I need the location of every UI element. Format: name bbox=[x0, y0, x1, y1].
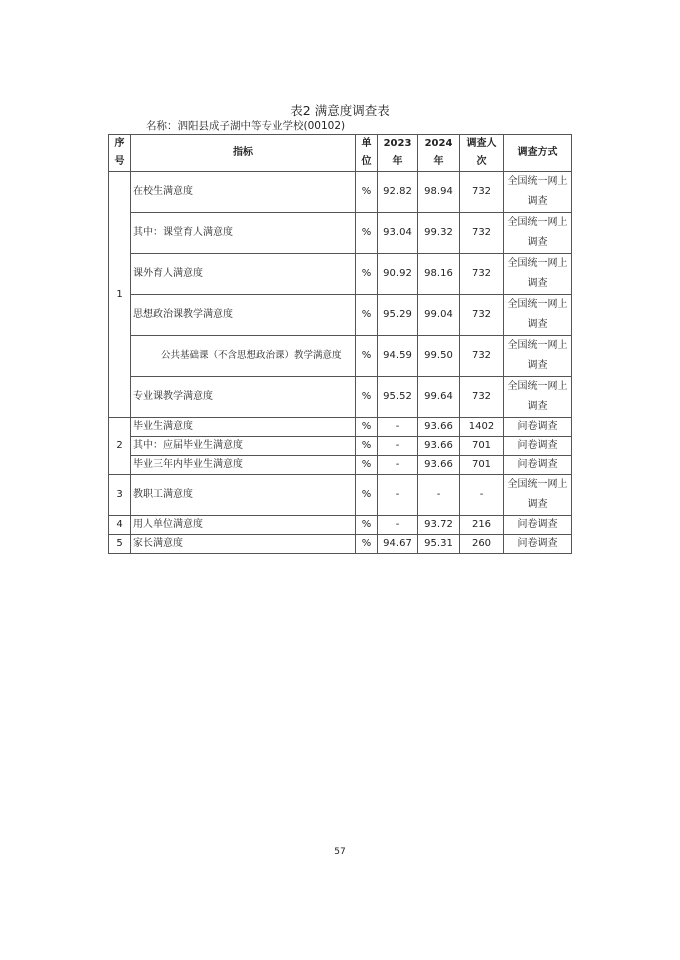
survey-count: 732 bbox=[460, 254, 504, 295]
value-2023: - bbox=[378, 516, 418, 535]
value-2023: 92.82 bbox=[378, 172, 418, 213]
value-2024: 98.94 bbox=[418, 172, 460, 213]
value-2024: 93.72 bbox=[418, 516, 460, 535]
survey-method: 全国统一网上调查 bbox=[504, 377, 572, 418]
table-row bbox=[109, 516, 572, 535]
value-2023: 90.92 bbox=[378, 254, 418, 295]
survey-count: 732 bbox=[460, 213, 504, 254]
unit-cell: % bbox=[356, 336, 378, 377]
survey-method: 问卷调查 bbox=[504, 456, 572, 475]
value-2024: 99.32 bbox=[418, 213, 460, 254]
unit-cell: % bbox=[356, 456, 378, 475]
header-cell: 单位 bbox=[356, 135, 378, 172]
survey-count: - bbox=[460, 475, 504, 516]
table-title: 表2 满意度调查表 bbox=[290, 103, 390, 118]
value-2023: - bbox=[378, 475, 418, 516]
indicator-cell: 教职工满意度 bbox=[131, 475, 356, 516]
indicator-cell: 思想政治课教学满意度 bbox=[131, 295, 356, 336]
unit-cell: % bbox=[356, 377, 378, 418]
indicator-cell: 用人单位满意度 bbox=[131, 516, 356, 535]
unit-cell: % bbox=[356, 535, 378, 554]
table-row bbox=[109, 377, 572, 418]
indicator-cell: 其中：应届毕业生满意度 bbox=[131, 437, 356, 456]
table-row bbox=[109, 418, 572, 437]
page-number: 57 bbox=[334, 847, 346, 857]
value-2024: - bbox=[418, 475, 460, 516]
unit-cell: % bbox=[356, 172, 378, 213]
table-row bbox=[109, 254, 572, 295]
unit-cell: % bbox=[356, 437, 378, 456]
value-2023: 93.04 bbox=[378, 213, 418, 254]
indicator-cell: 毕业生满意度 bbox=[131, 418, 356, 437]
table-row bbox=[109, 456, 572, 475]
indicator-cell: 在校生满意度 bbox=[131, 172, 356, 213]
value-2024: 93.66 bbox=[418, 456, 460, 475]
survey-count: 732 bbox=[460, 377, 504, 418]
survey-count: 1402 bbox=[460, 418, 504, 437]
indicator-cell: 公共基础课（不含思想政治课）教学满意度 bbox=[131, 336, 356, 377]
value-2023: - bbox=[378, 437, 418, 456]
table-row bbox=[109, 295, 572, 336]
indicator-cell: 专业课教学满意度 bbox=[131, 377, 356, 418]
value-2024: 93.66 bbox=[418, 437, 460, 456]
row-number: 2 bbox=[109, 418, 131, 475]
value-2024: 99.50 bbox=[418, 336, 460, 377]
header-cell: 调查方式 bbox=[504, 135, 572, 172]
survey-method: 全国统一网上调查 bbox=[504, 213, 572, 254]
header-cell: 2024年 bbox=[418, 135, 460, 172]
survey-method: 问卷调查 bbox=[504, 418, 572, 437]
survey-method: 全国统一网上调查 bbox=[504, 336, 572, 377]
unit-cell: % bbox=[356, 475, 378, 516]
value-2023: 95.29 bbox=[378, 295, 418, 336]
row-number: 3 bbox=[109, 475, 131, 516]
row-number: 5 bbox=[109, 535, 131, 554]
table-row bbox=[109, 535, 572, 554]
indicator-cell: 其中：课堂育人满意度 bbox=[131, 213, 356, 254]
survey-method: 全国统一网上调查 bbox=[504, 172, 572, 213]
unit-cell: % bbox=[356, 254, 378, 295]
survey-count: 732 bbox=[460, 336, 504, 377]
value-2023: - bbox=[378, 456, 418, 475]
table-row bbox=[109, 213, 572, 254]
value-2024: 98.16 bbox=[418, 254, 460, 295]
header-cell: 2023年 bbox=[378, 135, 418, 172]
unit-cell: % bbox=[356, 418, 378, 437]
table-row bbox=[109, 437, 572, 456]
table-row bbox=[109, 336, 572, 377]
value-2023: 94.67 bbox=[378, 535, 418, 554]
header-cell: 序号 bbox=[109, 135, 131, 172]
indicator-cell: 毕业三年内毕业生满意度 bbox=[131, 456, 356, 475]
survey-count: 732 bbox=[460, 295, 504, 336]
value-2024: 95.31 bbox=[418, 535, 460, 554]
value-2023: 95.52 bbox=[378, 377, 418, 418]
value-2023: - bbox=[378, 418, 418, 437]
survey-count: 732 bbox=[460, 172, 504, 213]
value-2024: 99.04 bbox=[418, 295, 460, 336]
value-2023: 94.59 bbox=[378, 336, 418, 377]
indicator-cell: 家长满意度 bbox=[131, 535, 356, 554]
header-cell: 调查人次 bbox=[460, 135, 504, 172]
survey-method: 全国统一网上调查 bbox=[504, 254, 572, 295]
unit-cell: % bbox=[356, 295, 378, 336]
survey-method: 问卷调查 bbox=[504, 437, 572, 456]
survey-method: 问卷调查 bbox=[504, 535, 572, 554]
indicator-cell: 课外育人满意度 bbox=[131, 254, 356, 295]
survey-method: 问卷调查 bbox=[504, 516, 572, 535]
survey-method: 全国统一网上调查 bbox=[504, 475, 572, 516]
survey-count: 216 bbox=[460, 516, 504, 535]
table-header-row bbox=[109, 135, 572, 172]
satisfaction-survey-table bbox=[108, 134, 572, 554]
survey-method: 全国统一网上调查 bbox=[504, 295, 572, 336]
header-cell: 指标 bbox=[131, 135, 356, 172]
row-number: 1 bbox=[109, 172, 131, 418]
survey-count: 701 bbox=[460, 437, 504, 456]
table-row bbox=[109, 172, 572, 213]
unit-cell: % bbox=[356, 213, 378, 254]
table-row bbox=[109, 475, 572, 516]
row-number: 4 bbox=[109, 516, 131, 535]
value-2024: 99.64 bbox=[418, 377, 460, 418]
unit-cell: % bbox=[356, 516, 378, 535]
survey-count: 701 bbox=[460, 456, 504, 475]
school-name: 名称：泗阳县成子湖中等专业学校(00102) bbox=[146, 120, 346, 132]
survey-count: 260 bbox=[460, 535, 504, 554]
value-2024: 93.66 bbox=[418, 418, 460, 437]
